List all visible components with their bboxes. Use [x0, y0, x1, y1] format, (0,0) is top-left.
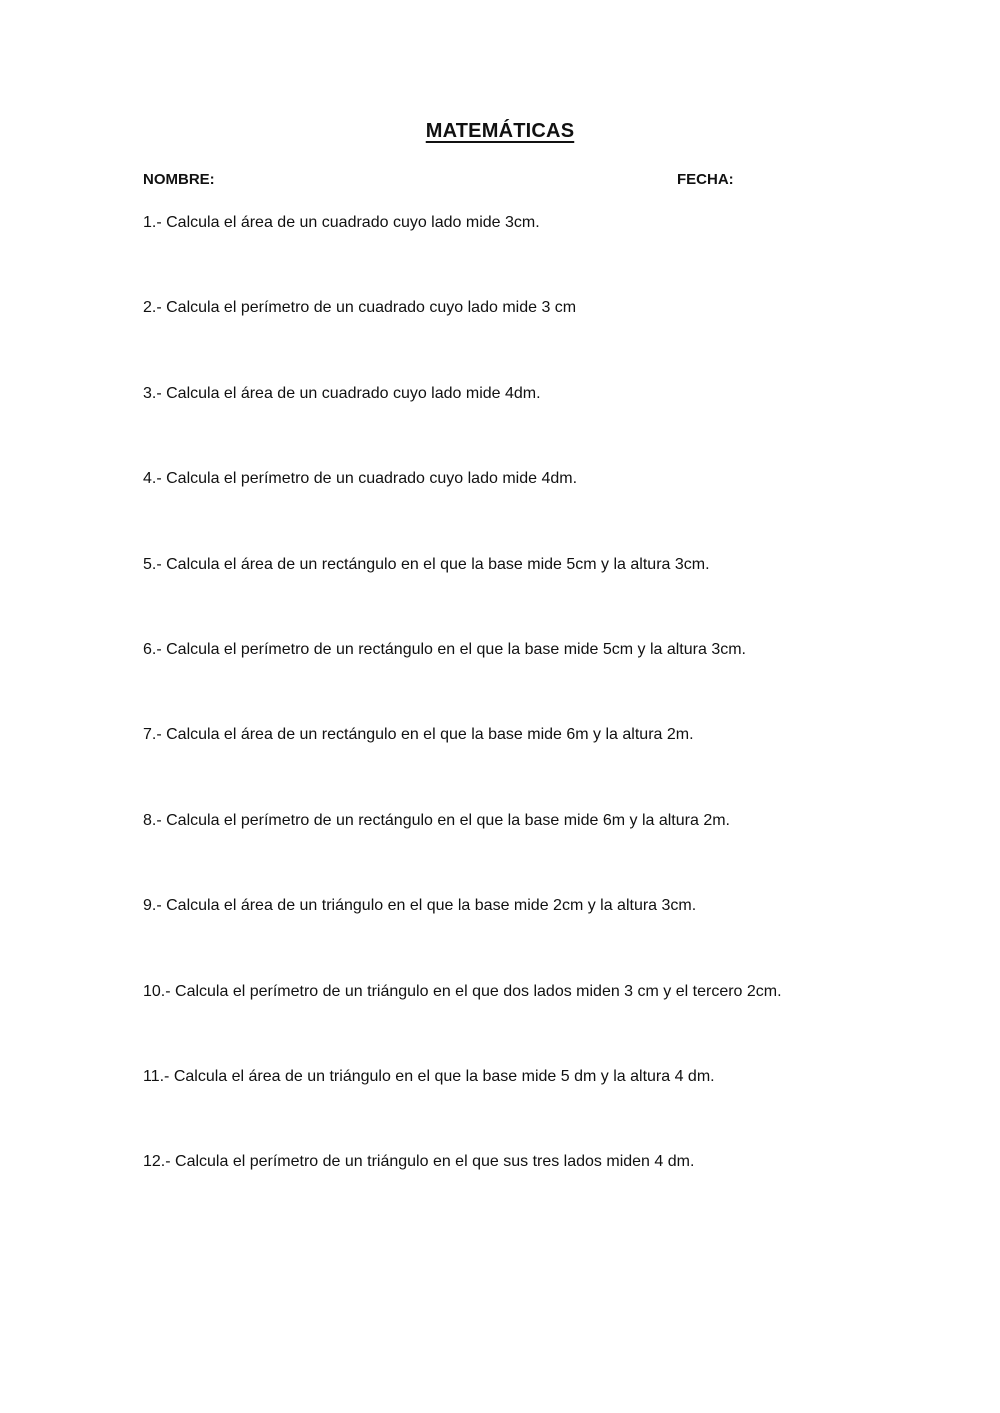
- date-label: FECHA:: [677, 171, 734, 188]
- question-list: [143, 213, 963, 1238]
- question-item: 1.- Calcula el área de un cuadrado cuyo lado mide 3cm.: [143, 214, 540, 231]
- question-item: 3.- Calcula el área de un cuadrado cuyo lado mide 4dm.: [143, 384, 541, 402]
- question-item: 7.- Calcula el área de un rectángulo en el que la base mide 6m y la altura 2m.: [143, 726, 694, 744]
- question-item: 10.- Calcula el perímetro de un triángulo en el que dos lados miden 3 cm y el tercero 2cm.: [143, 982, 782, 1000]
- name-label: NOMBRE:: [143, 171, 215, 188]
- question-item: 6.- Calcula el perímetro de un rectángulo en el que la base mide 5cm y la altura 3cm.: [143, 640, 746, 658]
- question-item: 11.- Calcula el área de un triángulo en el que la base mide 5 dm y la altura 4 dm.: [143, 1067, 715, 1085]
- page-title: MATEMÁTICAS: [425, 120, 575, 142]
- question-item: 8.- Calcula el perímetro de un rectángulo en el que la base mide 6m y la altura 2m.: [143, 811, 730, 829]
- question-item: 5.- Calcula el área de un rectángulo en el que la base mide 5cm y la altura 3cm.: [143, 555, 710, 573]
- question-item: 9.- Calcula el área de un triángulo en el que la base mide 2cm y la altura 3cm.: [143, 897, 697, 915]
- question-item: 4.- Calcula el perímetro de un cuadrado cuyo lado mide 4dm.: [143, 470, 578, 488]
- question-item: 12.- Calcula el perímetro de un triángulo en el que sus tres lados miden 4 dm.: [143, 1153, 695, 1171]
- question-item: 2.- Calcula el perímetro de un cuadrado cuyo lado mide 3 cm: [143, 299, 577, 317]
